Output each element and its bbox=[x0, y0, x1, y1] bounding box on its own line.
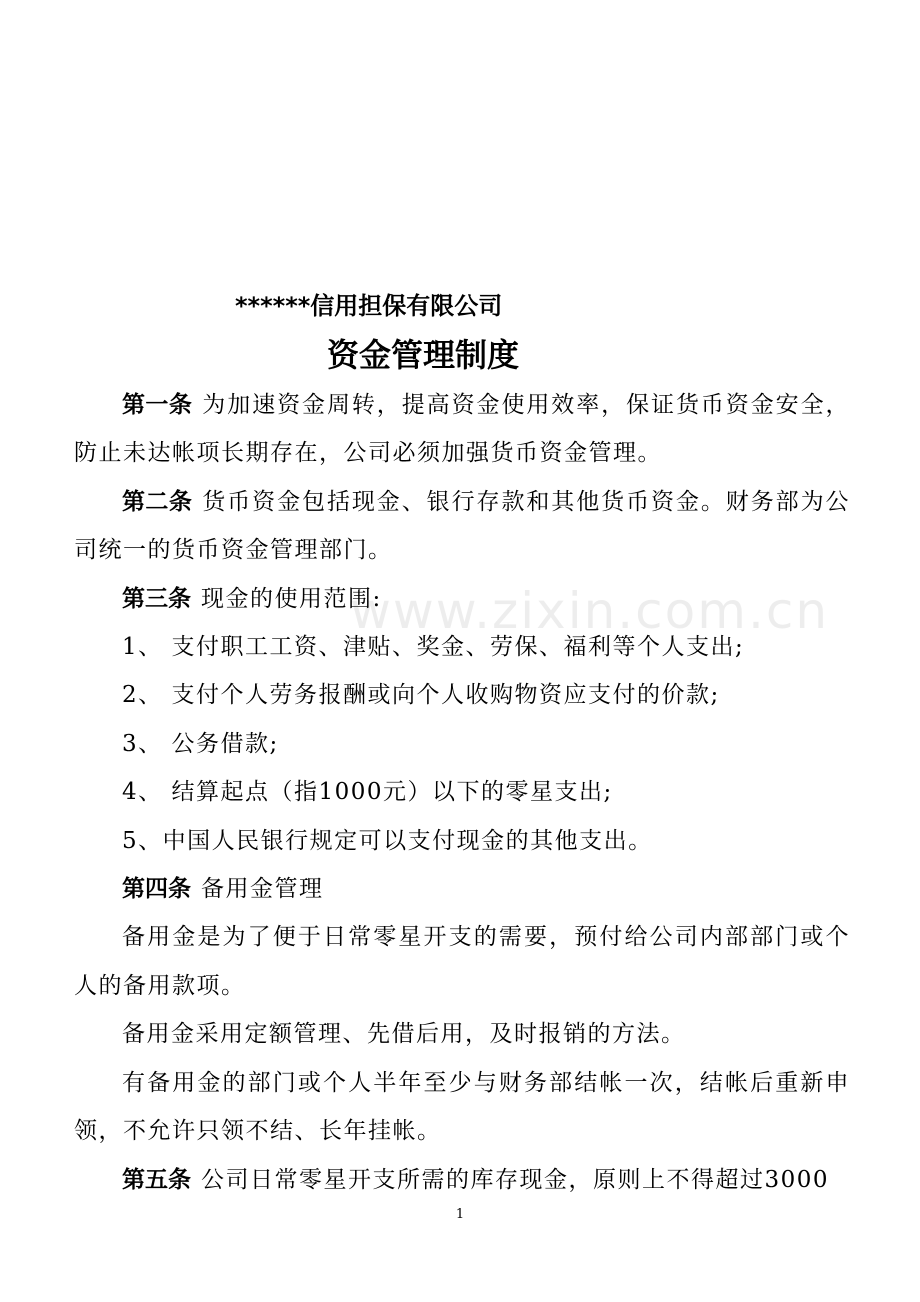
article-label: 第五条 bbox=[122, 1166, 191, 1193]
article-2 bbox=[74, 478, 850, 575]
document-body bbox=[74, 381, 850, 1204]
article-label: 第二条 bbox=[122, 488, 193, 515]
list-item: 1、 支付职工工资、津贴、奖金、劳保、福利等个人支出; bbox=[122, 634, 745, 661]
watermark: www.zixin.com.cn bbox=[350, 582, 830, 640]
article-5 bbox=[74, 1156, 850, 1204]
article-text: 备用金管理 bbox=[201, 876, 324, 903]
article-text: 现金的使用范围: bbox=[201, 585, 382, 612]
article-text: 公司日常零星开支所需的库存现金，原则上不得超过3000 bbox=[201, 1166, 830, 1193]
article-label: 第三条 bbox=[122, 585, 191, 612]
article-4 bbox=[74, 865, 850, 913]
paragraph: 有备用金的部门或个人半年至少与财务部结帐一次，结帐后重新申领，不允许只领不结、长年挂帐。 bbox=[74, 1069, 850, 1145]
article-label: 第一条 bbox=[122, 392, 193, 418]
list-item: 2、 支付个人劳务报酬或向个人收购物资应支付的价款; bbox=[122, 682, 720, 709]
paragraph: 备用金是为了便于日常零星开支的需要，预付给公司内部部门或个人的备用款项。 bbox=[74, 924, 850, 999]
article-3 bbox=[74, 575, 850, 623]
page-number: 1 bbox=[455, 1207, 465, 1222]
list-item: 4、 结算起点（指1000元）以下的零星支出; bbox=[122, 779, 613, 806]
document-title: 资金管理制度 bbox=[326, 336, 519, 374]
article-text: 货币资金包括现金、银行存款和其他货币资金。财务部为公司统一的货币资金管理部门。 bbox=[74, 488, 851, 564]
article-text: 为加速资金周转，提高资金使用效率，保证货币资金安全，防止未达帐项长期存在，公司必须加强货币资金管理。 bbox=[74, 392, 851, 467]
list-item: 5、中国人民银行规定可以支付现金的其他支出。 bbox=[122, 827, 653, 854]
article-label: 第四条 bbox=[122, 876, 191, 903]
company-name: ******信用担保有限公司 bbox=[235, 292, 503, 320]
paragraph: 备用金采用定额管理、先借后用，及时报销的方法。 bbox=[122, 1021, 686, 1048]
article-1 bbox=[74, 381, 850, 478]
list-item: 3、 公务借款; bbox=[122, 730, 279, 757]
